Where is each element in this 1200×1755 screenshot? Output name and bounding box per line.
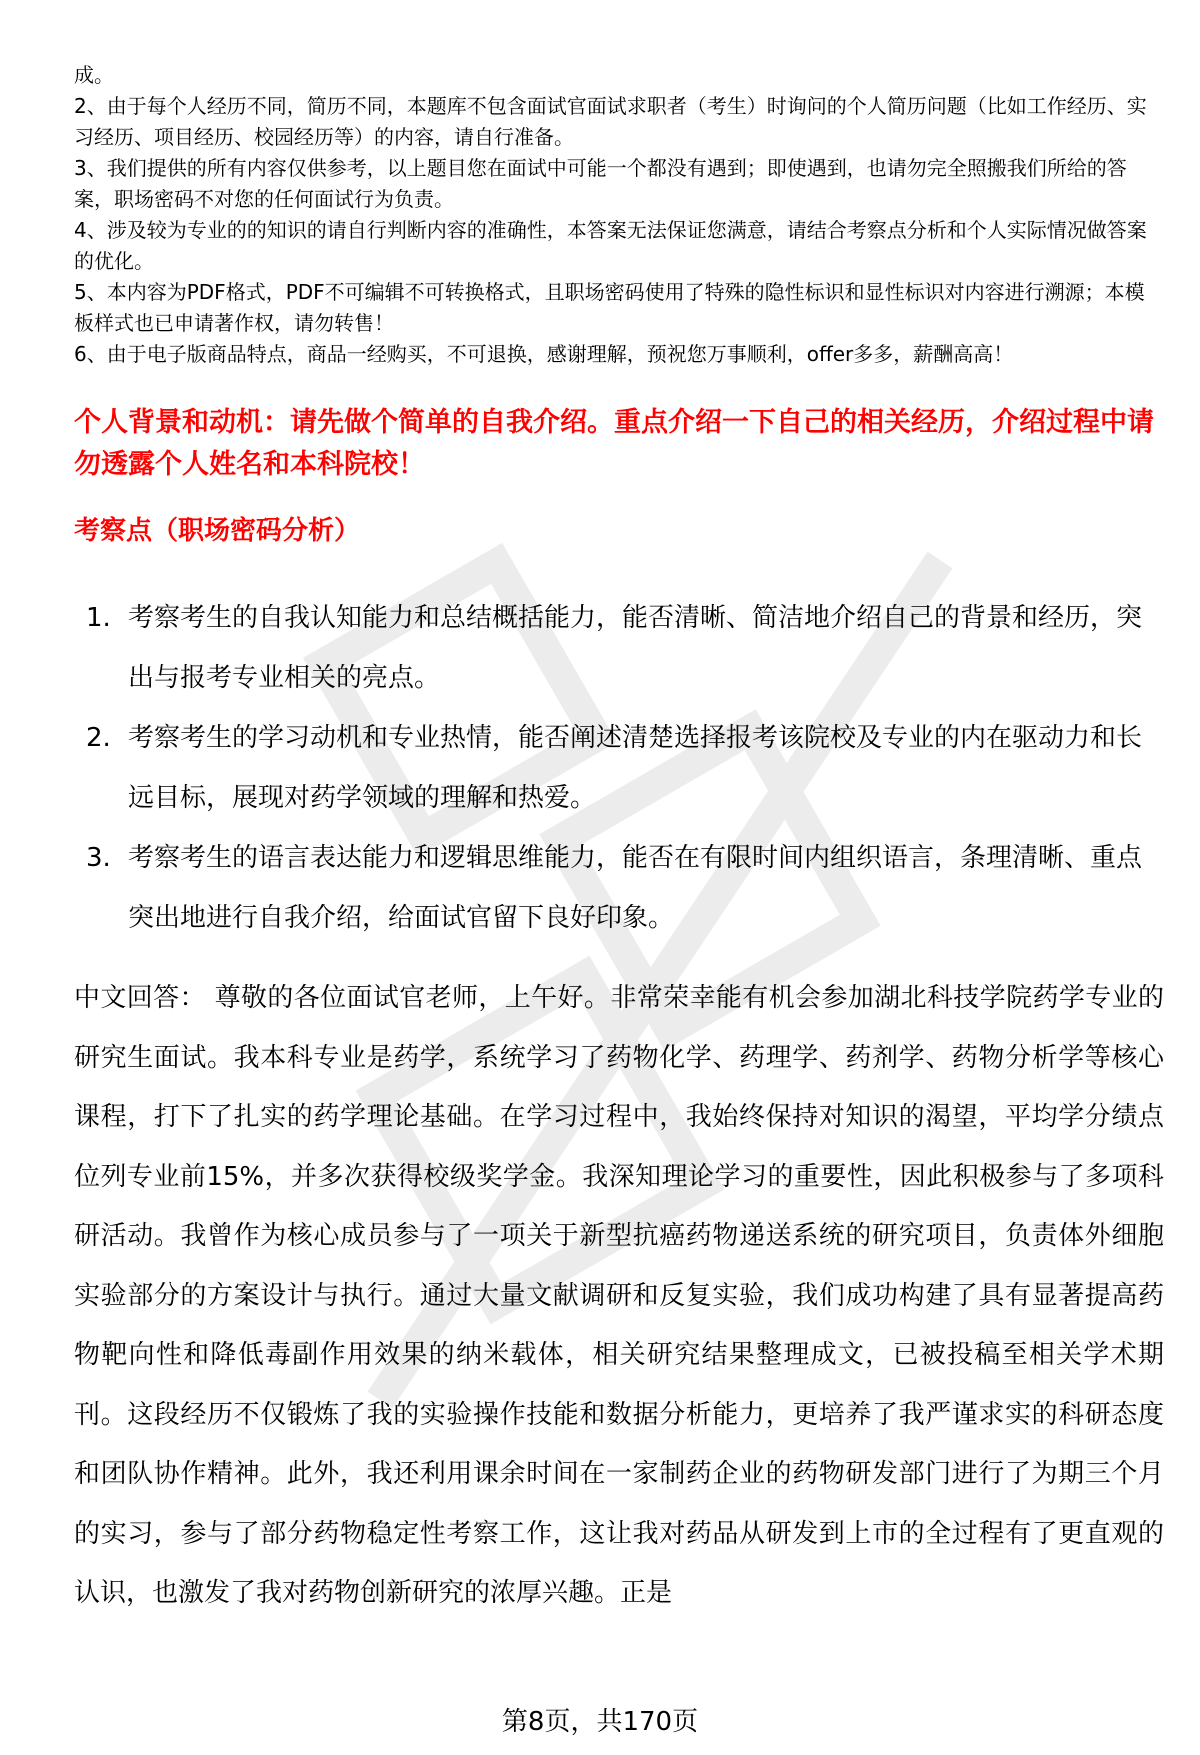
question-heading: 个人背景和动机：请先做个简单的自我介绍。重点介绍一下自己的相关经历，介绍过程中请勿透露个人姓名和本科院校！ bbox=[74, 407, 1154, 480]
note-item: 2、由于每个人经历不同，简历不同，本题库不包含面试官面试求职者（考生）时询问的个人简历问题（比如工作经历、实习经历、项目经历、校园经历等）的内容，请自行准备。 bbox=[74, 94, 1147, 149]
list-item bbox=[74, 828, 1164, 948]
list-item-text: 考察考生的语言表达能力和逻辑思维能力，能否在有限时间内组织语言，条理清晰、重点突出地进行自我介绍，给面试官留下良好印象。 bbox=[128, 843, 1143, 933]
list-item-number: 1. bbox=[86, 603, 111, 633]
notes-section bbox=[74, 60, 1164, 370]
note-item: 5、本内容为PDF格式，PDF不可编辑不可转换格式，且职场密码使用了特殊的隐性标识和显性标识对内容进行溯源；本模板样式也已申请著作权，请勿转售！ bbox=[74, 280, 1145, 335]
note-item: 6、由于电子版商品特点，商品一经购买，不可退换，感谢理解，预祝您万事顺利，offer多多，薪酬高高！ bbox=[74, 342, 1014, 366]
note-item: 成。 bbox=[74, 63, 114, 87]
list-item-text: 考察考生的学习动机和专业热情，能否阐述清楚选择报考该院校及专业的内在驱动力和长远目标，展现对药学领域的理解和热爱。 bbox=[128, 723, 1143, 813]
answer-paragraph: 中文回答： 尊敬的各位面试官老师，上午好。非常荣幸能有机会参加湖北科技学院药学专业的研究生面试。我本科专业是药学，系统学习了药物化学、药理学、药剂学、药物分析学等核心课程，打下了扎实的药学理论基础。在学习过程中，我始终保持对知识的渴望，平均学分绩点位列专业前15%，并多次获得校级奖学金。我深知理论学习的重要性，因此积极参与了多项科研活动。我曾作为核心成员参与了一项关于新型抗癌药物递送系统的研究项目，负责体外细胞实验部分的方案设计与执行。通过大量文献调研和反复实验，我们成功构建了具有显著提高药物靶向性和降低毒副作用效果的纳米载体，相关研究结果整理成文，已被投稿至相关学术期刊。这段经历不仅锻炼了我的实验操作技能和数据分析能力，更培养了我严谨求实的科研态度和团队协作精神。此外，我还利用课余时间在一家制药企业的药物研发部门进行了为期三个月的实习，参与了部分药物稳定性考察工作，这让我对药品从研发到上市的全过程有了更直观的认识，也激发了我对药物创新研究的浓厚兴趣。正是 bbox=[74, 983, 1164, 1608]
list-item bbox=[74, 708, 1164, 828]
points-list bbox=[74, 588, 1164, 948]
page-number: 第8页，共170页 bbox=[501, 1707, 699, 1737]
list-item-text: 考察考生的自我认知能力和总结概括能力，能否清晰、简洁地介绍自己的背景和经历，突出与报考专业相关的亮点。 bbox=[128, 603, 1143, 693]
note-item: 4、涉及较为专业的的知识的请自行判断内容的准确性，本答案无法保证您满意，请结合考察点分析和个人实际情况做答案的优化。 bbox=[74, 218, 1147, 273]
list-item-number: 3. bbox=[86, 843, 111, 873]
note-item: 3、我们提供的所有内容仅供参考，以上题目您在面试中可能一个都没有遇到；即使遇到，也请勿完全照搬我们所给的答案，职场密码不对您的任何面试行为负责。 bbox=[74, 156, 1127, 211]
section-title: 考察点（职场密码分析） bbox=[74, 516, 361, 546]
list-item-number: 2. bbox=[86, 723, 111, 753]
list-item bbox=[74, 588, 1164, 708]
